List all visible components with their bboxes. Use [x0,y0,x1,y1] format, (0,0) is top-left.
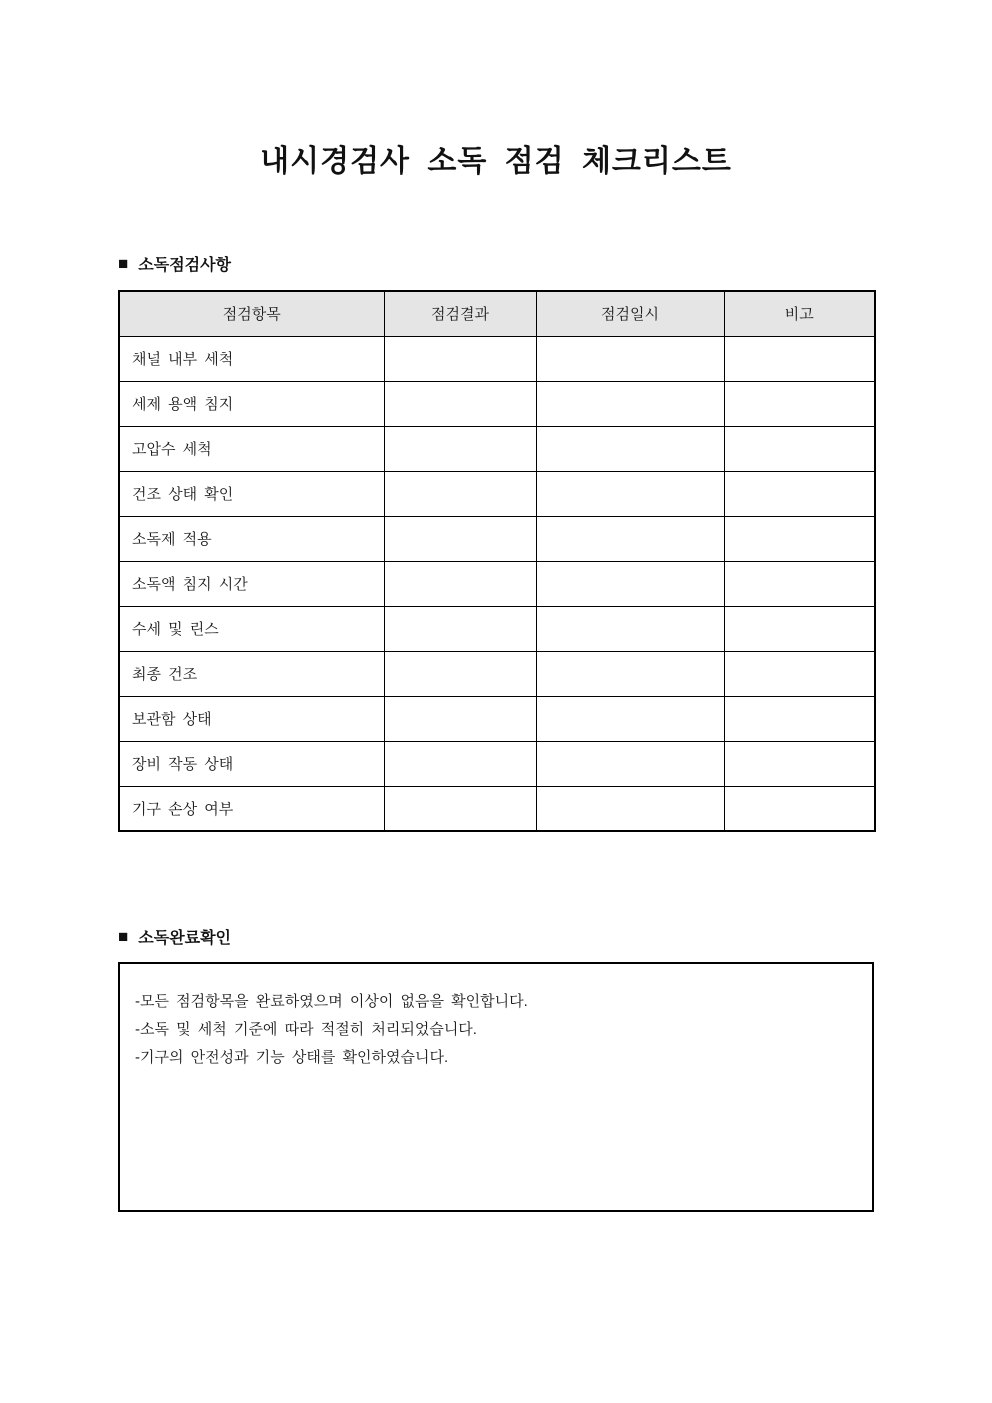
remarks-cell [724,741,875,786]
remarks-cell [724,381,875,426]
result-cell [384,651,536,696]
confirmation-note: -소독 및 세척 기준에 따라 적절히 처리되었습니다. [135,1021,477,1038]
result-cell [384,471,536,516]
completion-confirmation-box [118,962,874,1212]
check-item-label: 채널 내부 세척 [119,336,384,381]
table-row [119,471,875,516]
check-item-label: 소독제 적용 [119,516,384,561]
table-row [119,381,875,426]
section-heading-text: 소독점검사항 [138,257,232,274]
confirmation-note: -모든 점검항목을 완료하였으며 이상이 없음을 확인합니다. [135,993,528,1010]
remarks-cell [724,471,875,516]
datetime-cell [536,741,724,786]
check-item-label: 기구 손상 여부 [119,786,384,831]
datetime-cell [536,471,724,516]
remarks-cell [724,336,875,381]
datetime-cell [536,426,724,471]
datetime-cell [536,336,724,381]
table-row [119,651,875,696]
result-cell [384,336,536,381]
table-row [119,336,875,381]
check-item-label: 수세 및 린스 [119,606,384,651]
remarks-cell [724,561,875,606]
section-header-checklist [118,252,231,275]
check-item-label: 건조 상태 확인 [119,471,384,516]
remarks-cell [724,696,875,741]
checklist-table [118,290,876,832]
remarks-cell [724,426,875,471]
result-cell [384,426,536,471]
remarks-cell [724,606,875,651]
datetime-cell [536,516,724,561]
table-header-row [119,291,875,336]
remarks-cell [724,786,875,831]
result-cell [384,786,536,831]
column-header-result: 점검결과 [384,291,536,336]
result-cell [384,381,536,426]
remarks-cell [724,651,875,696]
column-header-remarks: 비고 [724,291,875,336]
table-row [119,606,875,651]
confirmation-note: -기구의 안전성과 기능 상태를 확인하였습니다. [135,1049,449,1066]
table-row [119,741,875,786]
check-item-label: 고압수 세척 [119,426,384,471]
column-header-datetime: 점검일시 [536,291,724,336]
check-item-label: 보관함 상태 [119,696,384,741]
section-heading-text: 소독완료확인 [138,930,232,947]
datetime-cell [536,696,724,741]
result-cell [384,561,536,606]
table-row [119,696,875,741]
table-row [119,561,875,606]
datetime-cell [536,561,724,606]
datetime-cell [536,786,724,831]
column-header-item: 점검항목 [119,291,384,336]
section-bullet-icon: ■ [118,254,129,273]
result-cell [384,606,536,651]
result-cell [384,696,536,741]
result-cell [384,516,536,561]
check-item-label: 최종 건조 [119,651,384,696]
datetime-cell [536,651,724,696]
check-item-label: 세제 용액 침지 [119,381,384,426]
table-row [119,426,875,471]
check-item-label: 장비 작동 상태 [119,741,384,786]
section-header-completion [118,925,231,948]
page-title: 내시경검사 소독 점검 체크리스트 [260,145,732,178]
remarks-cell [724,516,875,561]
table-row [119,516,875,561]
result-cell [384,741,536,786]
datetime-cell [536,381,724,426]
datetime-cell [536,606,724,651]
table-row [119,786,875,831]
check-item-label: 소독액 침지 시간 [119,561,384,606]
section-bullet-icon: ■ [118,927,129,946]
